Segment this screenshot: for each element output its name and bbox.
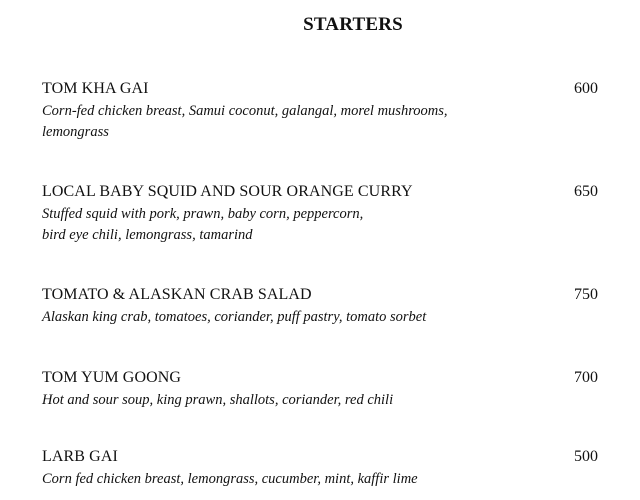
menu-item-name: TOMATO & ALASKAN CRAB SALAD	[42, 286, 312, 303]
menu-item-description: Corn-fed chicken breast, Samui coconut, galangal, morel mushrooms, lemongrass	[42, 103, 448, 140]
menu-item-name: TOM YUM GOONG	[42, 369, 182, 386]
menu-item-header	[42, 182, 598, 204]
menu-item-price: 750	[574, 286, 598, 303]
menu-item-price: 700	[574, 369, 598, 386]
menu-item-header	[42, 79, 598, 101]
menu-item-description: Alaskan king crab, tomatoes, coriander, puff pastry, tomato sorbet	[42, 309, 427, 325]
menu-item-description: Corn fed chicken breast, lemongrass, cucumber, mint, kaffir lime	[42, 471, 418, 487]
menu-item-name: TOM KHA GAI	[42, 80, 149, 97]
menu-item-price: 600	[574, 80, 598, 97]
menu-item-header	[42, 285, 598, 307]
menu-item	[42, 368, 598, 411]
menu-item-description: Stuffed squid with pork, prawn, baby corn, peppercorn, bird eye chili, lemongrass, tamarind	[42, 206, 364, 243]
menu-item-header	[42, 368, 598, 390]
menu-item-price: 500	[574, 448, 598, 465]
menu-item	[42, 79, 598, 143]
menu-item	[42, 285, 598, 328]
menu-item-description: Hot and sour soup, king prawn, shallots, coriander, red chili	[42, 392, 394, 408]
section-title: STARTERS	[303, 14, 403, 35]
menu-item-header	[42, 447, 598, 469]
menu-item	[42, 182, 598, 246]
menu-item-price: 650	[574, 183, 598, 200]
menu-item-name: LOCAL BABY SQUID AND SOUR ORANGE CURRY	[42, 183, 413, 200]
menu-item	[42, 447, 598, 490]
menu-item-name: LARB GAI	[42, 448, 118, 465]
